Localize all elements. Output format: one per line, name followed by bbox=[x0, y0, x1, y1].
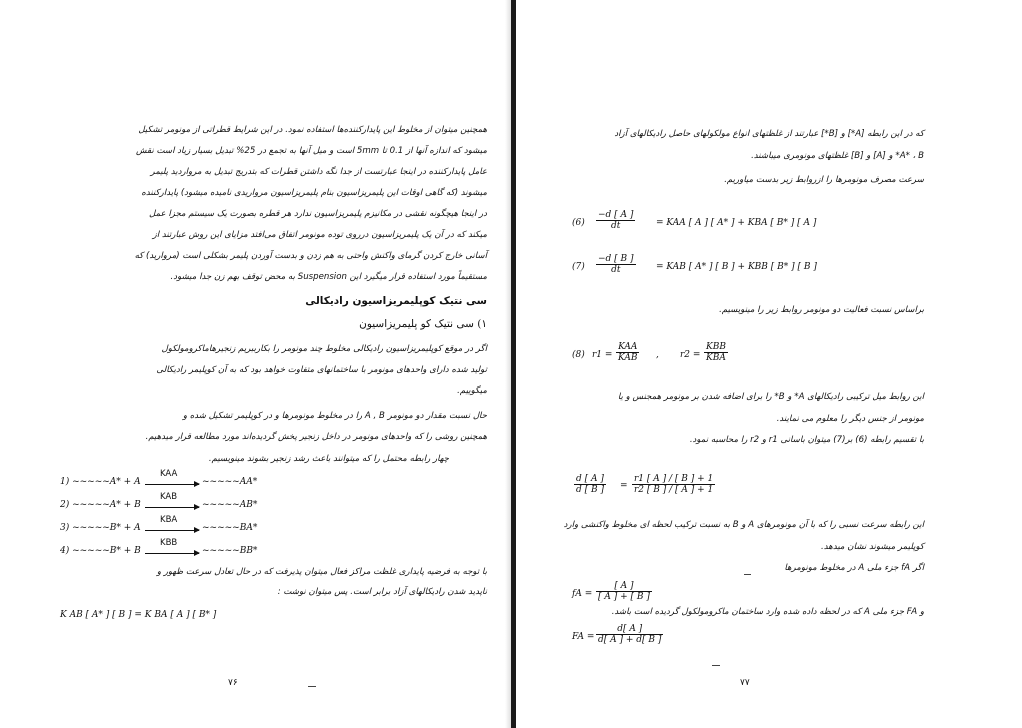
left-para1-line: مستقیماً مورد استفاده قرار میگیرد این Suspension به محض توقف بهم زن جدا میشود. bbox=[170, 272, 487, 282]
right-para6-line: این رابطه سرعت نسبی را که با آن مونومرهای A و B به نسبت ترکیب لحظه ای مخلوط واکنشی وارد bbox=[563, 520, 924, 530]
right-para2: سرعت مصرف مونومرها را ازروابط زیر بدست میاوریم. bbox=[724, 175, 924, 185]
left-para3-line: حال نسبت مقدار دو مونومر A , B را در مخلوط مونومرها و در کوپلیمر تشکیل شده و bbox=[182, 411, 487, 421]
reaction-rhs: ~~~~~BB* bbox=[202, 546, 258, 556]
reaction-arrow bbox=[145, 553, 199, 554]
left-para1-line: میشوند (که گاهی اوقات این پلیمریزاسیون بنام پلیمریزاسیون مرواریدی نامیده میشود) پایدارکننده bbox=[141, 188, 487, 198]
eq6-label: (6) bbox=[572, 218, 585, 228]
eq10-numerator: [ A ] bbox=[614, 581, 634, 591]
eq8-r1-denominator: KAB bbox=[618, 353, 638, 363]
eq11-fraction bbox=[596, 624, 663, 645]
eq8-separator: , bbox=[656, 350, 659, 360]
eq8-r1-numerator: KAA bbox=[618, 342, 638, 352]
eq7-label: (7) bbox=[572, 262, 585, 272]
left-para2-line: تولید شده دارای واحدهای مونومر با ساختمانهای متفاوت خواهد بود که به آن کوپلیمر رادیکالی bbox=[156, 365, 487, 375]
eq8-r2-denominator: KBA bbox=[704, 352, 728, 363]
reaction-rhs: ~~~~~AA* bbox=[202, 477, 258, 487]
left-para1-line: میشود که اندازه آنها از 0.1 تا 5mm است و میل آنها به تجمع در 25% تبدیل بسیار زیاد است نقش bbox=[136, 146, 487, 156]
reaction-rate: KBA bbox=[160, 515, 178, 525]
eq9-rhs-numerator: r1 [ A ] / [ B ] + 1 bbox=[634, 474, 714, 484]
reaction-arrow bbox=[145, 530, 199, 531]
eq10-denominator: [ A ] + [ B ] bbox=[598, 592, 650, 602]
eq9-lhs-denominator: d [ B ] bbox=[576, 485, 604, 495]
reaction-rhs: ~~~~~BA* bbox=[202, 523, 258, 533]
eq7-denominator: dt bbox=[596, 264, 636, 275]
left-para2-line: میگوییم. bbox=[457, 386, 487, 396]
eq6-denominator: dt bbox=[596, 220, 635, 231]
eq6-fraction bbox=[596, 210, 635, 231]
right-para4-line: مونومر از جنس دیگر را معلوم می نمایند. bbox=[776, 414, 924, 424]
left-para1-line: در اینجا هیچگونه نقشی در مکانیزم پلیمریزاسیون ندارد هر قطره بصورت یک سیستم مجزا عمل bbox=[149, 209, 487, 219]
eq8-r1: r1 = bbox=[592, 350, 613, 360]
right-para7: و FA جزء ملی A که در لحظه داده شده وارد ساختمان ماکرومولکول گردیده است باشد. bbox=[611, 607, 924, 617]
eq8-r2-fraction bbox=[704, 342, 728, 363]
left-para1-line: عامل پایدارکننده در اینجا عبارتست از جدا نگه داشتن قطرات که بتدریج تبدیل به مرواردید پلیمر bbox=[150, 167, 487, 177]
left-para4-line: ناپدید شدن رادیکالهای آزاد برابر است. پس میتوان نوشت : bbox=[277, 587, 487, 597]
left-para2-line: اگر در موقع کوپلیمریزاسیون رادیکالی مخلوط چند مونومر را بکارببریم زنجیرهاماکرومولکول bbox=[161, 344, 487, 354]
right-page bbox=[516, 0, 1022, 728]
left-para1-line: همچنین میتوان از مخلوط این پایدارکننده‌ها استفاده نمود. در این شرایط قطراتی از مونومر تشکیل bbox=[138, 125, 487, 135]
reaction-arrow bbox=[145, 507, 199, 508]
section-subheading: ۱) سی نتیک کو پلیمریزاسیون bbox=[359, 318, 487, 330]
reaction-rate: KAB bbox=[160, 492, 178, 502]
right-para6-line: اگر fA جزء ملی A در مخلوط مونومرها bbox=[784, 563, 924, 573]
eq10-lhs: fA = bbox=[572, 589, 593, 599]
reaction-rhs: ~~~~~AB* bbox=[202, 500, 258, 510]
eq8-r1-fraction bbox=[616, 342, 639, 363]
reaction-lhs: 2) ~~~~~A* + B bbox=[60, 500, 141, 510]
equilibrium-equation: K AB [ A* ] [ B ] = K BA [ A ] [ B* ] bbox=[60, 610, 217, 620]
eq11-denominator: d[ A ] + d[ B ] bbox=[598, 635, 662, 645]
eq7-numerator: −d [ B ] bbox=[598, 254, 634, 264]
eq7-fraction bbox=[596, 254, 636, 275]
eq6-rhs: = KAA [ A ] [ A* ] + KBA [ B* ] [ A ] bbox=[656, 218, 817, 228]
eq9-lhs-fraction bbox=[574, 474, 606, 495]
eq6-numerator: −d [ A ] bbox=[598, 210, 634, 220]
left-para3-line: همچنین روشی را که واحدهای مونومر در داخل زنجیر پخش گردیده‌اند مورد مطالعه قرار میدهیم. bbox=[145, 432, 487, 442]
eq9-equals: = bbox=[620, 481, 628, 491]
eq8-r2-numerator: KBB bbox=[706, 342, 726, 352]
left-para1-line: میکند که در آن یک پلیمریزاسیون درروی توده مونومر اتفاق می‌افتد مزایای این روش عبارتند از bbox=[152, 230, 487, 240]
page-number: ۷۶ bbox=[228, 678, 238, 688]
eq9-rhs-fraction bbox=[632, 474, 715, 495]
right-para4-line: این روابط میل ترکیبی رادیکالهای A* و B* را برای اضافه شدن بر مونومر همجنس و یا bbox=[617, 392, 924, 402]
page-number: ۷۷ bbox=[740, 678, 750, 688]
right-para1-line: که در این رابطه [A*] و [B*] عبارتند از غلظتهای انواع مولکولهای حاصل رادیکالهای آزاد bbox=[614, 129, 924, 139]
eq9-rhs-denominator: r2 [ B ] / [ A ] + 1 bbox=[634, 485, 714, 495]
left-para3-line: چهار رابطه محتمل را که میتوانند باعث رشد زنجیر بشوند مینویسیم. bbox=[208, 454, 449, 464]
left-para4-line: با توجه به فرضیه پایداری غلظت مراکز فعال میتوان پذیرفت که در حال تعادل سرعت ظهور و bbox=[156, 567, 487, 577]
eq11-numerator: d[ A ] bbox=[617, 624, 643, 634]
eq7-rhs: = KAB [ A* ] [ B ] + KBB [ B* ] [ B ] bbox=[656, 262, 817, 272]
right-para5: با تقسیم رابطه (6) بر(7) میتوان باسانی r1 و r2 را محاسبه نمود. bbox=[689, 435, 924, 445]
reaction-lhs: 3) ~~~~~B* + A bbox=[60, 523, 141, 533]
eq8-r2: r2 = bbox=[680, 350, 701, 360]
page-dash bbox=[712, 665, 720, 666]
section-heading: سی نتیک کوپلیمریزاسیون رادیکالی bbox=[305, 295, 487, 307]
left-para1-line: آسانی خارج کردن گرمای واکنش واحتی به هم زدن و بدست آوردن پلیمر بشکلی است (مروارید) که bbox=[134, 251, 487, 261]
eq9-lhs-numerator: d [ A ] bbox=[576, 474, 604, 484]
eq11-lhs: FA = bbox=[572, 632, 595, 642]
reaction-arrow bbox=[145, 484, 199, 485]
reaction-rate: KBB bbox=[160, 538, 178, 548]
eq10-fraction bbox=[596, 581, 652, 602]
right-para3: براساس نسبت فعالیت دو مونومر روابط زیر را مینویسیم. bbox=[719, 305, 924, 315]
right-para1-line: A* ، B* و [A] و [B] غلظتهای مونومری میباشند. bbox=[751, 151, 924, 161]
right-dash bbox=[744, 574, 751, 575]
reaction-rate: KAA bbox=[160, 469, 178, 479]
page-dash bbox=[308, 686, 316, 687]
eq8-label: (8) bbox=[572, 350, 585, 360]
reaction-lhs: 1) ~~~~~A* + A bbox=[60, 477, 141, 487]
right-para6-line: کوپلیمر میشوند نشان میدهد. bbox=[821, 542, 924, 552]
reaction-lhs: 4) ~~~~~B* + B bbox=[60, 546, 141, 556]
